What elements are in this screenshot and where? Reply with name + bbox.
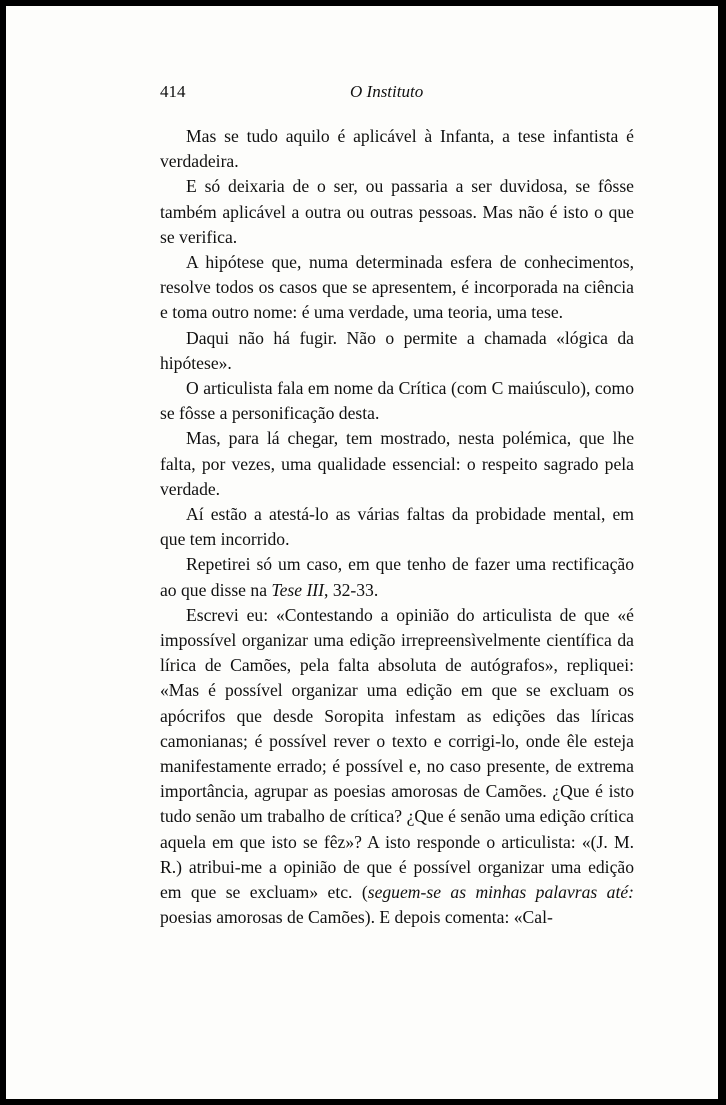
paragraph	[160, 603, 634, 931]
running-title: O Instituto	[350, 82, 424, 101]
body-text	[160, 124, 634, 931]
paragraph: Aí estão a atestá-lo as várias faltas da probidade mental, em que tem incorrido.	[160, 504, 634, 550]
page-number: 414	[160, 82, 186, 101]
page-header	[160, 82, 634, 106]
paragraph: O articulista fala em nome da Crítica (com C maiúsculo), como se fôsse a personificação desta.	[160, 378, 634, 424]
paragraph-text: , 32-33.	[324, 579, 379, 600]
paragraph: Mas se tudo aquilo é aplicável à Infanta, a tese infantista é verdadeira.	[160, 126, 634, 172]
paragraph: E só deixaria de o ser, ou passaria a ser duvidosa, se fôsse também aplicável a outra ou outras pessoas. Mas não é isto o que se verifica.	[160, 176, 634, 247]
italic-note: seguem-se as minhas palavras até:	[367, 882, 635, 903]
paragraph: Mas, para lá chegar, tem mostrado, nesta polémica, que lhe falta, por vezes, uma qualidade essencial: o respeito sagrado pela verdade.	[160, 428, 634, 499]
paragraph	[160, 552, 634, 602]
paragraph: A hipótese que, numa determinada esfera de conhecimentos, resolve todos os casos que se apresentem, é incorporada na ciência e toma outro nome: é uma verdade, uma teoria, uma tese.	[160, 252, 634, 323]
paragraph-text: Escrevi eu: «Contestando a opinião do articulista de que «é impossível organizar uma edição irrepreensìvelmente científica da lírica de Camões, pela falta absoluta de autógrafos», repliquei: «Mas é possível organizar uma edição em que se excluam os apócrifos que desde Soropita infestam as edições das líricas camonianas; é possível rever o texto e corrigi-lo, onde êle esteja manifestamente errado; é possível e, no caso presente, de extrema importância, agrupar as poesias amorosas de Camões. ¿Que é isto tudo senão um trabalho de crítica? ¿Que é senão uma edição crítica aquela em que isto se fêz»? A isto responde o articulista: «(J. M. R.) atribui-me a opinião de que é possível organizar uma edição em que se excluam» etc. (	[160, 604, 634, 903]
paragraph: Daqui não há fugir. Não o permite a chamada «lógica da hipótese».	[160, 327, 634, 373]
paragraph-text: poesias amorosas de Camões). E depois comenta: «Cal-	[160, 907, 553, 928]
italic-reference: Tese III	[271, 579, 325, 600]
paragraph-text: Repetirei só um caso, em que tenho de fazer uma rectificação ao que disse na	[160, 554, 634, 600]
book-page	[6, 6, 718, 1099]
